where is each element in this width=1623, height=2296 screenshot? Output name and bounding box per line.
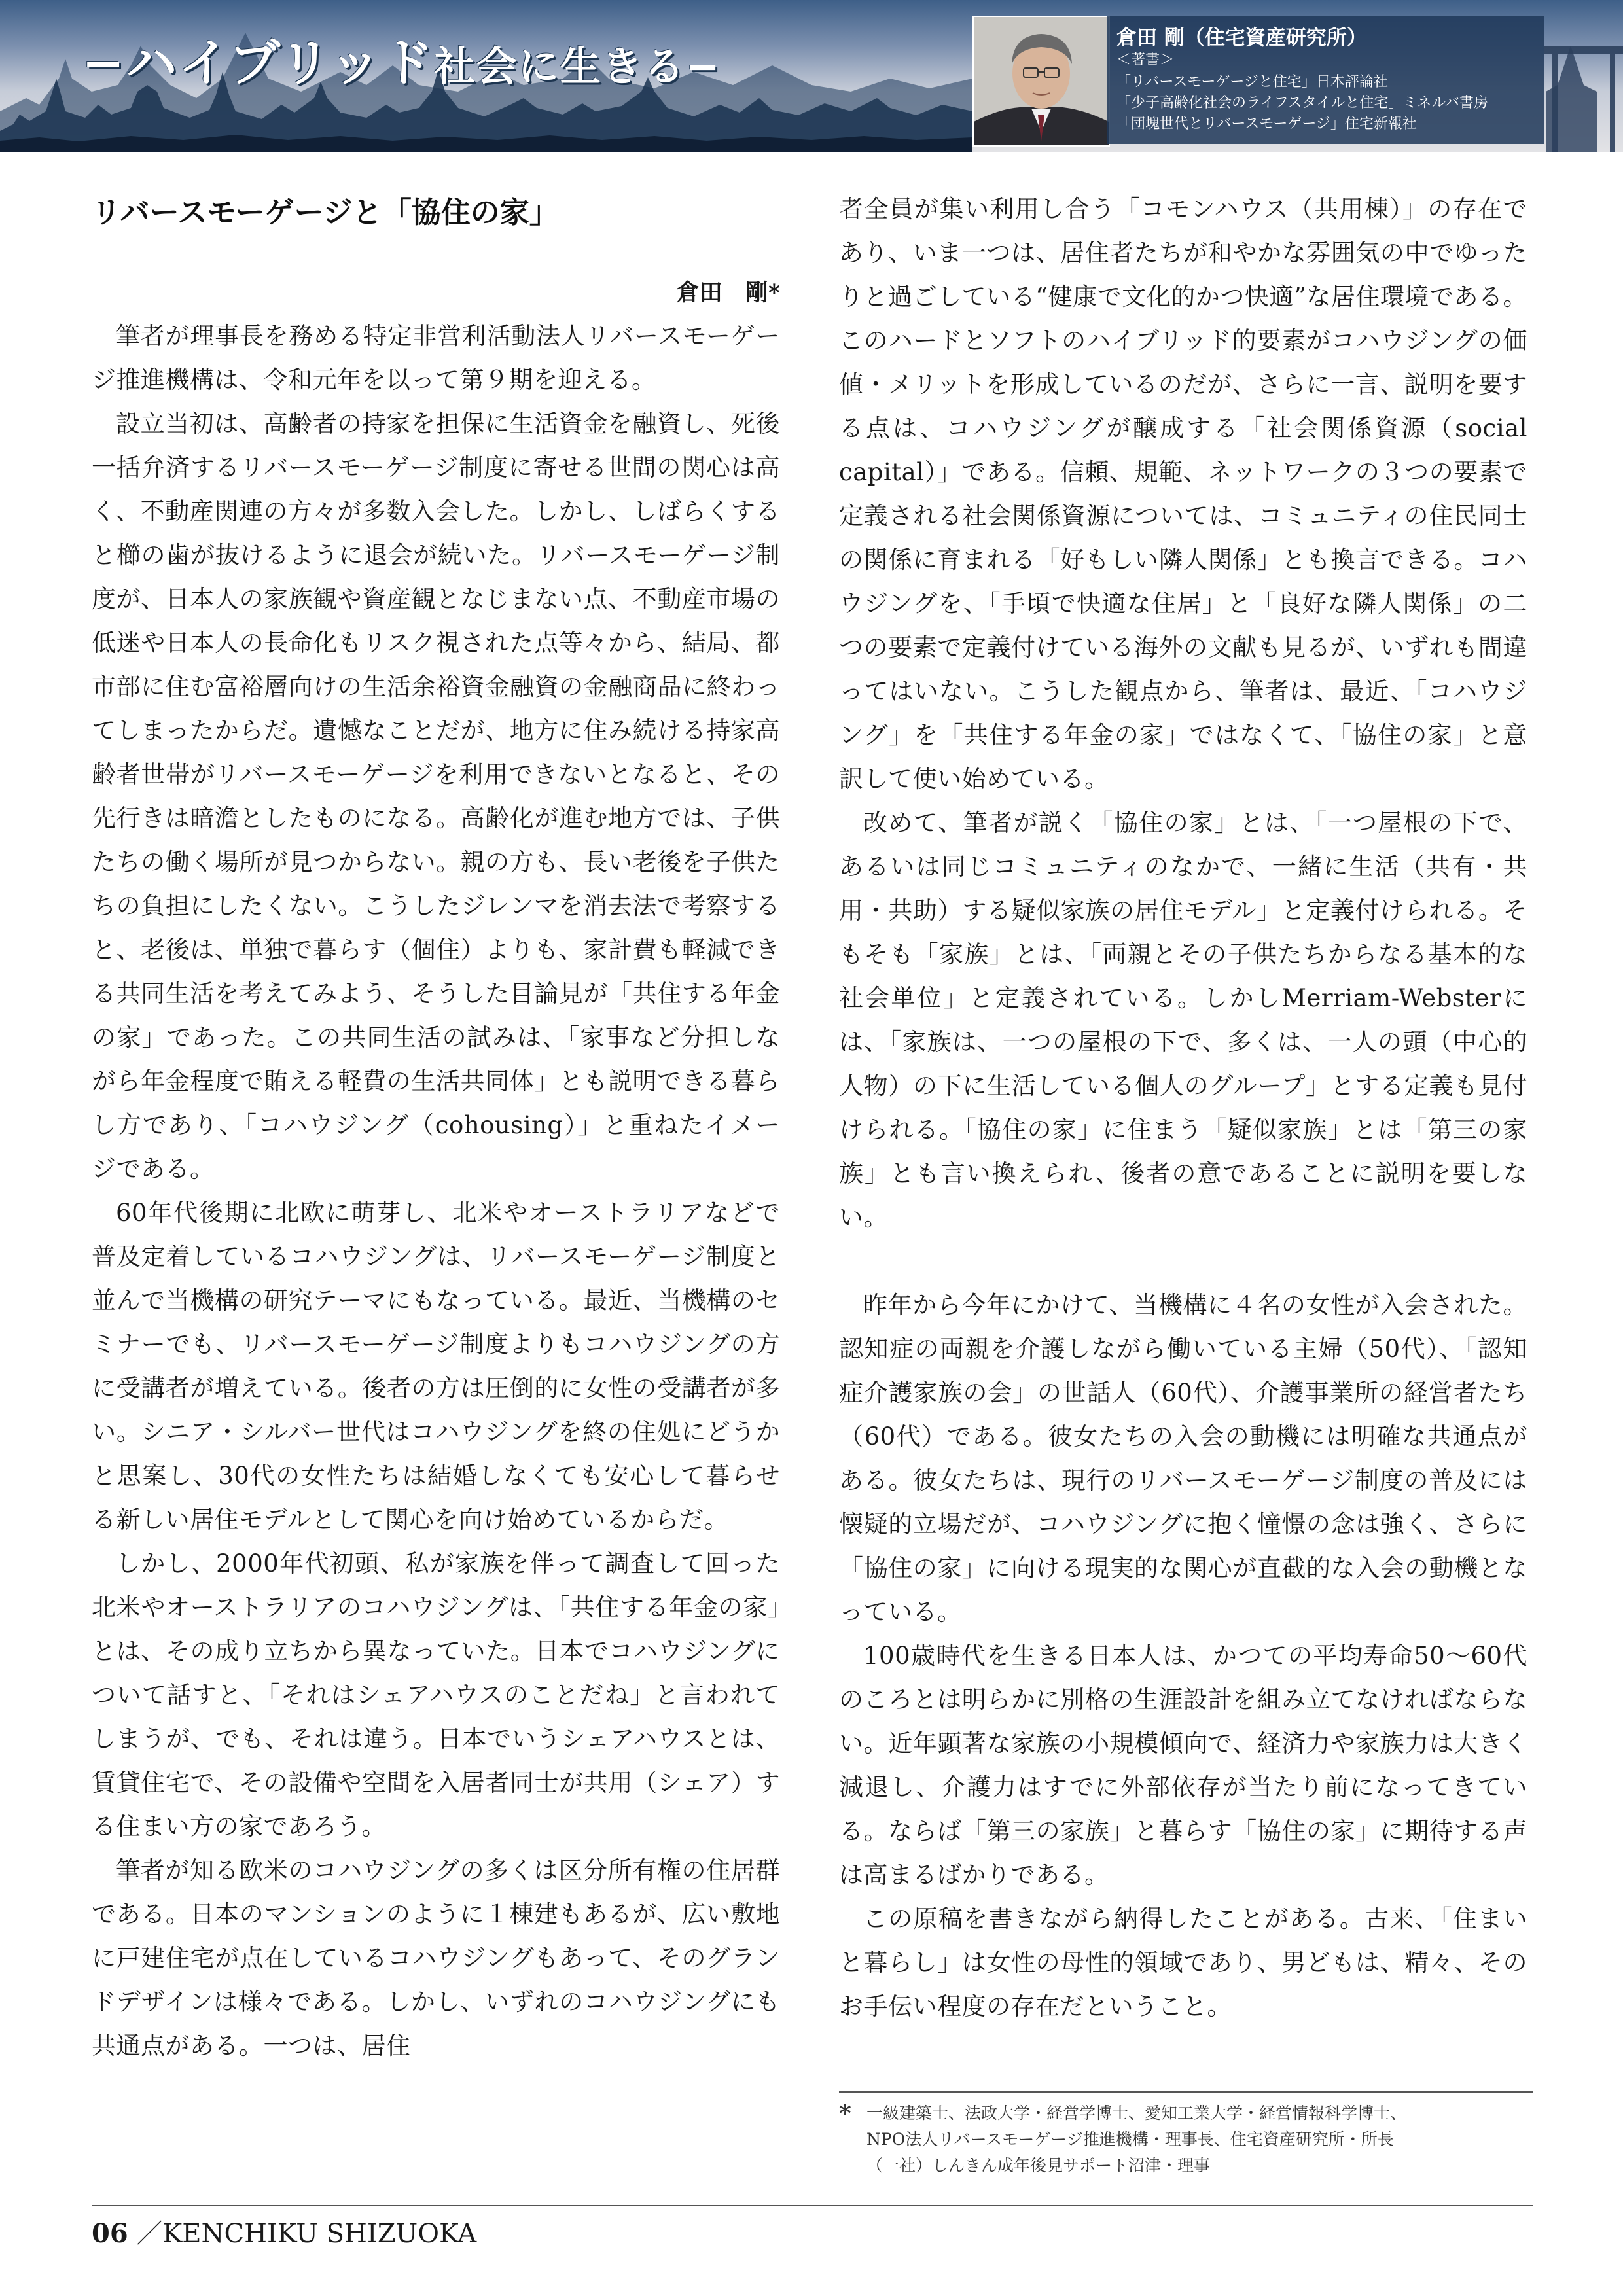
- author-works-label: ＜著書＞: [1116, 52, 1175, 68]
- page-number: 06: [92, 2218, 128, 2249]
- article-paragraph: 者全員が集い利用し合う「コモンハウス（共用棟）」の存在であり、いま一つは、居住者たちが和やかな雰囲気の中でゆったりと過ごしている“健康で文化的かつ快適”な居住環境である。このハードとソフトのハイブリッド的要素がコハウジングの価値・メリットを形成しているのだが、さらに一言、説明を要する点は、コハウジングが醸成する「社会関係資源（social capital）」である。信頼、規範、ネットワークの３つの要素で定義される社会関係資源については、コミュニティの住民同士の関係に育まれる「好もしい隣人関係」とも換言できる。コハウジングを、「手頃で快適な住居」と「良好な隣人関係」の二つの要素で定義付けている海外の文献も見るが、いずれも間違ってはいない。こうした観点から、筆者は、最近、「コハウジング」を「共住する年金の家」ではなくて、「協住の家」と意訳して使い始めている。: [839, 195, 1527, 793]
- article-paragraph: この原稿を書きながら納得したことがある。古来、「住まいと暮らし」は女性の母性的領域であり、男どもは、精々、そのお手伝い程度の存在だということ。: [839, 1905, 1527, 2021]
- article-title: リバースモーゲージと「協住の家」: [92, 195, 559, 230]
- series-title-main: ハイブリッド: [126, 34, 435, 93]
- article-paragraph: 設立当初は、高齢者の持家を担保に生活資金を融資し、死後一括弁済するリバースモーゲージ制度に寄せる世間の関心は高く、不動産関連の方々が多数入会した。しかし、しばらくすると櫛の歯が抜けるように退会が続いた。リバースモーゲージ制度が、日本人の家族観や資産観となじまない点、不動産市場の低迷や日本人の長命化もリスク視された点等々から、結局、都市部に住む富裕層向けの生活余裕資金融資の金融商品に終わってしまったからだ。遺憾なことだが、地方に住み続ける持家高齢者世帯がリバースモーゲージを利用できないとなると、その先行きは暗澹としたものになる。高齢化が進む地方では、子供たちの働く場所が見つからない。親の方も、長い老後を子供たちの負担にしたくない。こうしたジレンマを消去法で考察すると、老後は、単独で暮らす（個住）よりも、家計費も軽減できる共同生活を考えてみよう、そうした目論見が「共住する年金の家」であった。この共同生活の試みは、「家事など分担しながら年金程度で賄える軽費の生活共同体」とも説明できる暮らし方であり、「コハウジング（cohousing）」と重ねたイメージである。: [92, 410, 780, 1183]
- author-photo: [972, 16, 1110, 147]
- article-paragraph: しかし、2000年代初頭、私が家族を伴って調査して回った北米やオーストラリアのコハウジングは、「共住する年金の家」とは、その成り立ちから異なっていた。日本でコハウジングについて話すと、「それはシェアハウスのことだね」と言われてしまうが、でも、それは違う。日本でいうシェアハウスとは、賃貸住宅で、その設備や空間を入居者同士が共用（シェア）する住まい方の家であろう。: [92, 1549, 780, 1841]
- author-book: 「団塊世代とリバースモーゲージ」住宅新報社: [1116, 116, 1417, 132]
- footnote-line: 一級建築士、法政大学・経営学博士、愛知工業大学・経営情報科学博士、: [866, 2104, 1407, 2123]
- author-info-box: [1107, 16, 1544, 144]
- footer-divider: [92, 2205, 1533, 2206]
- series-title-rest: 社会に生きる: [434, 43, 686, 90]
- publication-name: ／KENCHIKU SHIZUOKA: [136, 2219, 477, 2249]
- footnote-mark: *: [839, 2100, 851, 2127]
- author-name: 倉田 剛（住宅資産研究所）: [1116, 26, 1367, 50]
- footnote-divider: [839, 2091, 1533, 2093]
- article-left-column: [92, 314, 780, 2068]
- article-right-column: [839, 187, 1527, 2028]
- author-footnote: [839, 2100, 1533, 2179]
- article-paragraph: 筆者が理事長を務める特定非営利活動法人リバースモーゲージ推進機構は、令和元年を以って第９期を迎える。: [92, 322, 780, 394]
- article-byline: 倉田 剛*: [676, 279, 780, 306]
- article-paragraph: 改めて、筆者が説く「協住の家」とは、「一つ屋根の下で、あるいは同じコミュニティのなかで、一緒に生活（共有・共用・共助）する疑似家族の居住モデル」と定義付けられる。そもそも「家族」とは、「両親とその子供たちからなる基本的な社会単位」と定義されている。しかしMerriam-Websterには、「家族は、一つの屋根の下で、多くは、一人の頭（中心的人物）の下に生活している個人のグループ」とする定義も見付けられる。「協住の家」に住まう「疑似家族」とは「第三の家族」とも言い換えられ、後者の意であることに説明を要しない。: [839, 809, 1527, 1231]
- article-paragraph: 100歳時代を生きる日本人は、かつての平均寿命50〜60代のころとは明らかに別格の生涯設計を組み立てなければならない。近年顕著な家族の小規模傾向で、経済力や家族力は大きく減退し、介護力はすでに外部依存が当たり前になってきている。ならば「第三の家族」と暮らす「協住の家」に期待する声は高まるばかりである。: [839, 1642, 1527, 1889]
- author-book: 「少子高齢化社会のライフスタイルと住宅」ミネルバ書房: [1116, 95, 1488, 111]
- series-title-dash-right: −: [685, 43, 721, 90]
- series-title: [82, 22, 721, 96]
- article-paragraph: 60年代後期に北欧に萌芽し、北米やオーストラリアなどで普及定着しているコハウジングは、リバースモーゲージ制度と並んで当機構の研究テーマにもなっている。最近、当機構のセミナーでも、リバースモーゲージ制度よりもコハウジングの方に受講者が増えている。後者の方は圧倒的に女性の受講者が多い。シニア・シルバー世代はコハウジングを終の住処にどうかと思案し、30代の女性たちは結婚しなくても安心して暮らせる新しい居住モデルとして関心を向け始めているからだ。: [92, 1199, 780, 1534]
- footnote-line: （一社）しんきん成年後見サポート沼津・理事: [866, 2156, 1211, 2175]
- author-book: 「リバースモーゲージと住宅」日本評論社: [1116, 74, 1388, 90]
- page-footer: [92, 2213, 476, 2250]
- article-paragraph: 昨年から今年にかけて、当機構に４名の女性が入会された。認知症の両親を介護しながら働いている主婦（50代）、「認知症介護家族の会」の世話人（60代）、介護事業所の経営者たち（60代）である。彼女たちの入会の動機には明確な共通点がある。彼女たちは、現行のリバースモーゲージ制度の普及には懐疑的立場だが、コハウジングに抱く憧憬の念は強く、さらに「協住の家」に向ける現実的な関心が直截的な入会の動機となっている。: [839, 1291, 1527, 1626]
- series-title-dash-left: −: [82, 34, 126, 93]
- article-paragraph: 筆者が知る欧米のコハウジングの多くは区分所有権の住居群である。日本のマンションのように１棟建もあるが、広い敷地に戸建住宅が点在しているコハウジングもあって、そのグランドデザインは様々である。しかし、いずれのコハウジングにも共通点がある。一つは、居住: [92, 1856, 780, 2060]
- footnote-line: NPO法人リバースモーゲージ推進機構・理事長、住宅資産研究所・所長: [866, 2130, 1394, 2149]
- author-portrait-image: [974, 17, 1109, 145]
- series-header-banner: [0, 0, 1623, 152]
- paragraph-spacer: [839, 1239, 1527, 1283]
